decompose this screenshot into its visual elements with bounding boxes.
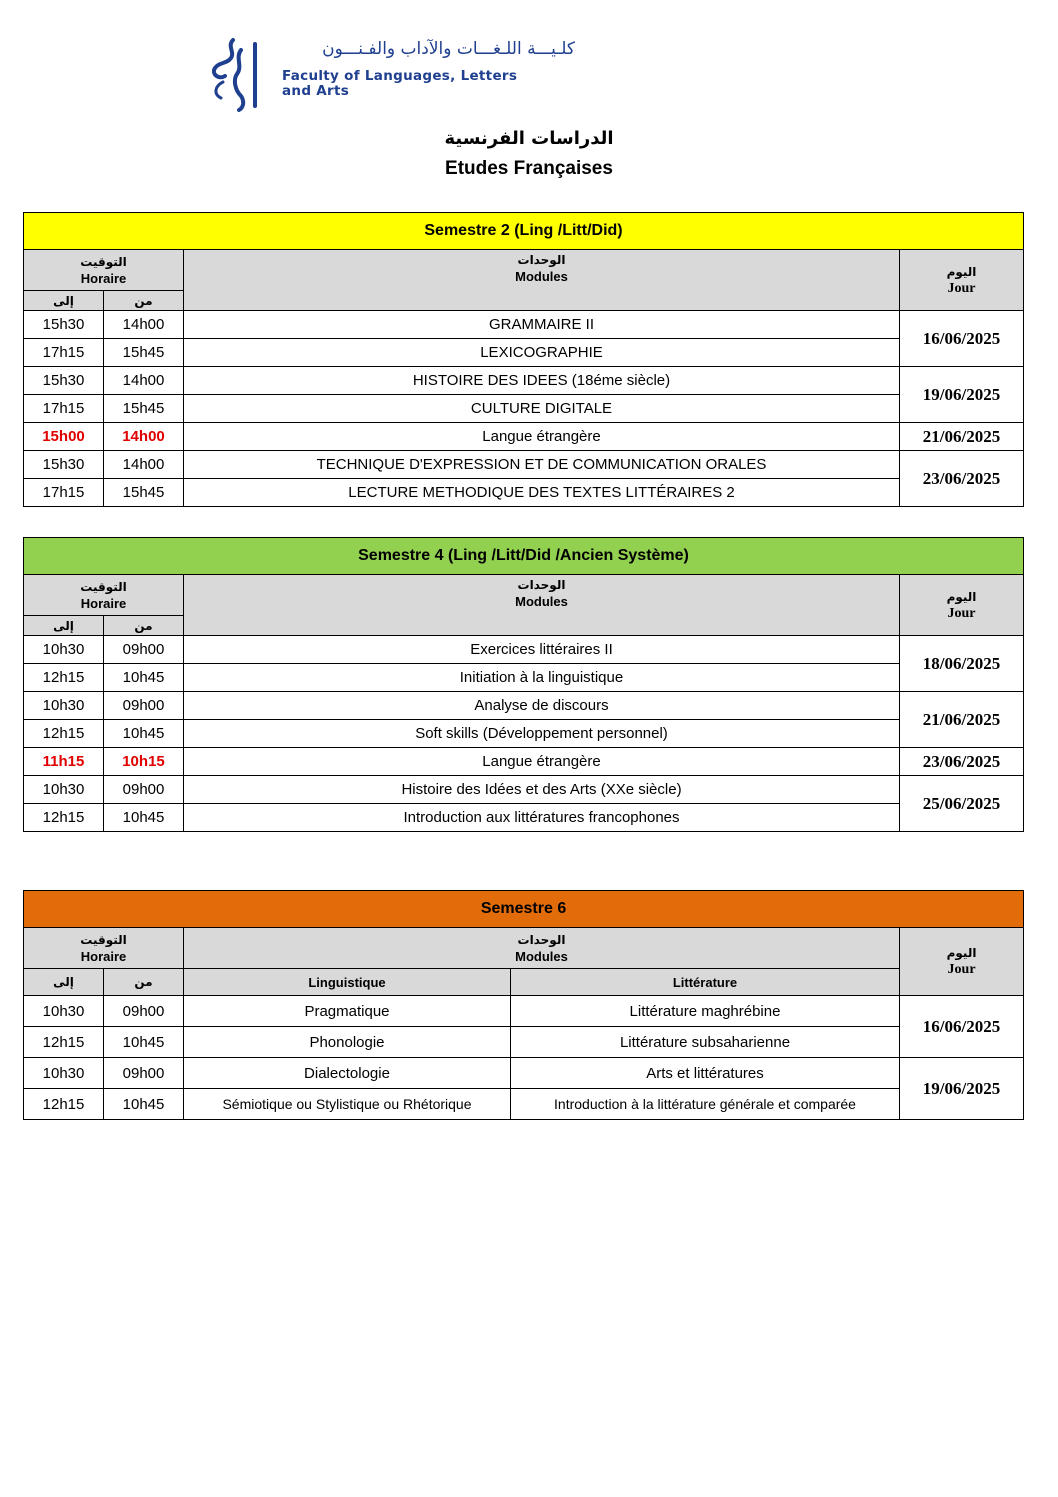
logo-arabic-text: كلـيـــة اللـغـــات والآداب والفـنـــون: [322, 39, 575, 59]
litterature-module: Arts et littératures: [511, 1058, 900, 1089]
module-name: Soft skills (Développement personnel): [184, 720, 900, 748]
time-from: 10h15: [104, 748, 184, 776]
exam-date: 25/06/2025: [900, 776, 1024, 832]
semester-4-title: Semestre 4 (Ling /Litt/Did /Ancien Système): [24, 538, 1024, 575]
module-name: CULTURE DIGITALE: [184, 395, 900, 423]
jour-header: اليوم Jour: [900, 575, 1024, 636]
semester-6-title: Semestre 6: [24, 891, 1024, 928]
time-to: 12h15: [24, 1089, 104, 1120]
semester-4-table: [23, 537, 1024, 832]
time-to: 15h00: [24, 423, 104, 451]
module-name: TECHNIQUE D'EXPRESSION ET DE COMMUNICATION ORALES: [184, 451, 900, 479]
modules-header: الوحدات Modules: [184, 928, 900, 969]
module-name: Histoire des Idées et des Arts (XXe siècle): [184, 776, 900, 804]
from-header: من: [104, 616, 184, 636]
exam-date: 19/06/2025: [900, 1058, 1024, 1120]
litterature-module: Introduction à la littérature générale et comparée: [511, 1089, 900, 1120]
time-to: 17h15: [24, 479, 104, 507]
time-to: 17h15: [24, 395, 104, 423]
time-from: 14h00: [104, 311, 184, 339]
time-to: 12h15: [24, 720, 104, 748]
time-from: 09h00: [104, 996, 184, 1027]
module-name: Initiation à la linguistique: [184, 664, 900, 692]
exam-date: 19/06/2025: [900, 367, 1024, 423]
logo-english-text: [282, 69, 517, 99]
exam-date: 16/06/2025: [900, 311, 1024, 367]
logo-english-line-1: Faculty of Languages, Letters: [282, 68, 518, 84]
time-from: 10h45: [104, 720, 184, 748]
time-to: 12h15: [24, 664, 104, 692]
faculty-logo-mark-icon: [205, 36, 265, 112]
faculty-logo: [205, 36, 585, 116]
linguistique-module: Sémiotique ou Stylistique ou Rhétorique: [184, 1089, 511, 1120]
module-name: HISTOIRE DES IDEES (18éme siècle): [184, 367, 900, 395]
horaire-header: التوقيت Horaire: [24, 250, 184, 291]
time-from: 10h45: [104, 1027, 184, 1058]
to-header: إلى: [24, 969, 104, 996]
time-from: 15h45: [104, 339, 184, 367]
time-to: 10h30: [24, 776, 104, 804]
logo-english-line-2: and Arts: [282, 83, 350, 99]
time-from: 14h00: [104, 451, 184, 479]
exam-date: 23/06/2025: [900, 451, 1024, 507]
time-to: 12h15: [24, 804, 104, 832]
jour-header: اليوم Jour: [900, 928, 1024, 996]
time-from: 15h45: [104, 479, 184, 507]
time-to: 17h15: [24, 339, 104, 367]
page-title-arabic: الدراسات الفرنسية: [444, 128, 614, 149]
litterature-module: Littérature subsaharienne: [511, 1027, 900, 1058]
time-to: 15h30: [24, 367, 104, 395]
linguistique-header: Linguistique: [184, 969, 511, 996]
exam-date: 18/06/2025: [900, 636, 1024, 692]
to-header: إلى: [24, 616, 104, 636]
exam-date: 21/06/2025: [900, 423, 1024, 451]
page-title-french: Etudes Françaises: [445, 158, 613, 179]
module-name: GRAMMAIRE II: [184, 311, 900, 339]
from-header: من: [104, 291, 184, 311]
time-from: 09h00: [104, 692, 184, 720]
time-to: 12h15: [24, 1027, 104, 1058]
time-from: 10h45: [104, 1089, 184, 1120]
time-to: 10h30: [24, 692, 104, 720]
horaire-header: التوقيت Horaire: [24, 928, 184, 969]
time-from: 09h00: [104, 1058, 184, 1089]
module-name: Introduction aux littératures francophones: [184, 804, 900, 832]
litterature-module: Littérature maghrébine: [511, 996, 900, 1027]
linguistique-module: Phonologie: [184, 1027, 511, 1058]
modules-header: الوحدات Modules: [184, 575, 900, 636]
horaire-header: التوقيت Horaire: [24, 575, 184, 616]
module-name: LEXICOGRAPHIE: [184, 339, 900, 367]
time-to: 15h30: [24, 451, 104, 479]
time-from: 10h45: [104, 804, 184, 832]
semester-2-title: Semestre 2 (Ling /Litt/Did): [24, 213, 1024, 250]
module-name: Langue étrangère: [184, 423, 900, 451]
module-name: Analyse de discours: [184, 692, 900, 720]
jour-header: اليوم Jour: [900, 250, 1024, 311]
module-name: LECTURE METHODIQUE DES TEXTES LITTÉRAIRES 2: [184, 479, 900, 507]
time-from: 10h45: [104, 664, 184, 692]
time-to: 10h30: [24, 1058, 104, 1089]
from-header: من: [104, 969, 184, 996]
litterature-header: Littérature: [511, 969, 900, 996]
time-to: 10h30: [24, 636, 104, 664]
time-to: 11h15: [24, 748, 104, 776]
time-from: 09h00: [104, 636, 184, 664]
semester-6-table: [23, 890, 1024, 1120]
time-to: 10h30: [24, 996, 104, 1027]
exam-date: 21/06/2025: [900, 692, 1024, 748]
exam-date: 23/06/2025: [900, 748, 1024, 776]
time-from: 09h00: [104, 776, 184, 804]
exam-date: 16/06/2025: [900, 996, 1024, 1058]
time-from: 14h00: [104, 423, 184, 451]
module-name: Exercices littéraires II: [184, 636, 900, 664]
module-name: Langue étrangère: [184, 748, 900, 776]
linguistique-module: Dialectologie: [184, 1058, 511, 1089]
time-from: 14h00: [104, 367, 184, 395]
semester-2-table: [23, 212, 1024, 507]
to-header: إلى: [24, 291, 104, 311]
time-to: 15h30: [24, 311, 104, 339]
modules-header: الوحدات Modules: [184, 250, 900, 311]
time-from: 15h45: [104, 395, 184, 423]
linguistique-module: Pragmatique: [184, 996, 511, 1027]
